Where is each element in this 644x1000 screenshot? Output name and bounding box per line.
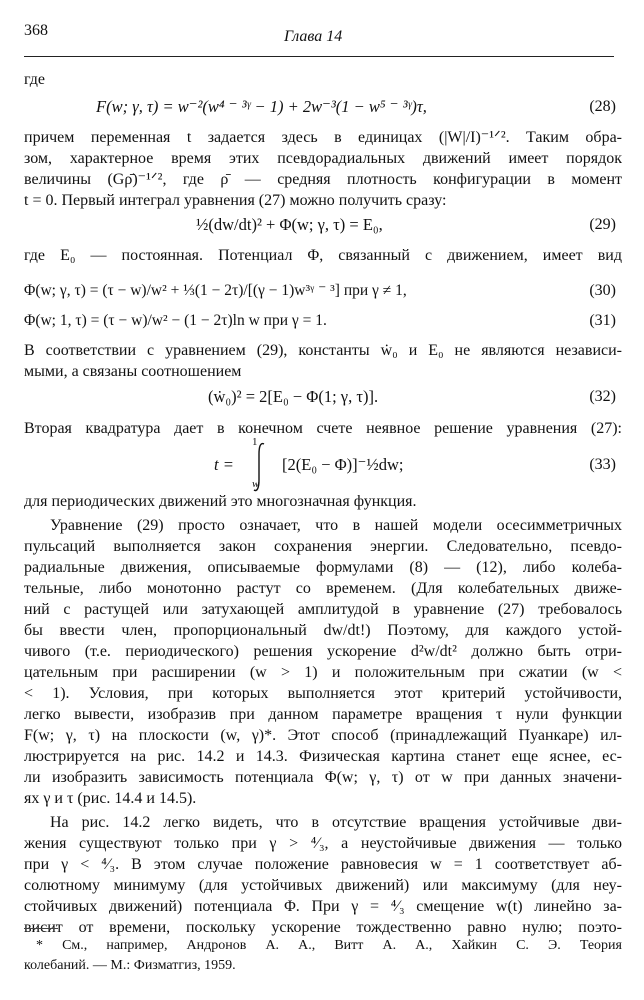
page-number: 368	[24, 22, 48, 39]
text-line: для периодических движений это многозначная функция.	[24, 493, 417, 510]
text-line: цательным при расширении (w > 1) и положительным при сжатии (w <	[24, 664, 622, 681]
text-line: чивого (т.е. периодического) решения ускорение d²w/dt² должно быть отри-	[24, 643, 622, 660]
text-line: ний с растущей или затухающей амплитудой в уравнение (27) требовалось	[24, 601, 622, 618]
text-line: ли изобразить зависимость потенциала Φ(w; γ, τ) от w при данных значени-	[24, 769, 622, 786]
header-rule	[24, 56, 614, 57]
text-line: На рис. 14.2 легко видеть, что в отсутствие вращения устойчивые дви-	[50, 814, 622, 831]
equation-31: Φ(w; 1, τ) = (τ − w)/w² − (1 − 2τ)ln w при γ = 1.	[24, 312, 327, 329]
equation-number: (28)	[589, 98, 616, 115]
equation-28: F(w; γ, τ) = w⁻²(w⁴ ⁻ ³ᵞ − 1) + 2w⁻³(1 − w⁵ ⁻ ³ᵞ)τ,	[96, 97, 427, 116]
text-line: где	[24, 71, 46, 88]
footnote-line: колебаний. — М.: Физматгиз, 1959.	[24, 958, 236, 973]
equation-number: (32)	[589, 388, 616, 405]
text-line: t = 0. Первый интеграл уравнения (27) можно получить сразу:	[24, 192, 447, 209]
text-line: жения существуют только при γ > ⁴⁄₃, а неустойчивые движения — только	[24, 835, 622, 852]
text-line: В соответствии с уравнением (29), константы ẇ₀ и E₀ не являются независи-	[24, 342, 622, 359]
text-line: F(w; γ, τ) на плоскости (w, γ)*. Этот способ (принадлежащий Пуанкаре) ил-	[24, 727, 622, 744]
text-line: Вторая квадратура дает в конечном счете неявное решение уравнения (27):	[24, 420, 622, 437]
integral-lower-limit: w	[252, 478, 260, 490]
text-line: солютному минимуму (для устойчивых движений) или максимуму (для неу-	[24, 877, 622, 894]
text-line: стойчивых движений) потенциала Φ. При γ = ⁴⁄₃ смещение w(t) линейно за-	[24, 898, 622, 915]
text-line: Уравнение (29) просто означает, что в нашей модели осесимметричных	[50, 517, 622, 534]
equation-number: (29)	[589, 216, 616, 233]
text-line: зом, характерное время этих псевдорадиальных движений имеет порядок	[24, 150, 622, 167]
text-line: радиальные движения, описываемые формулами (8) — (12), либо колеба-	[24, 559, 622, 576]
equation-29: ½(dw/dt)² + Φ(w; γ, τ) = E₀,	[196, 215, 383, 234]
equation-number: (33)	[589, 456, 616, 473]
text-line: висит от времени, поскольку ускорение тождественно равно нулю; поэто-	[24, 919, 622, 936]
equation-33-rhs: [2(E₀ − Φ)]⁻½dw;	[282, 455, 404, 474]
text-line: < 1). Условия, при которых выполняется этот критерий устойчивости,	[24, 685, 622, 702]
text-line: при γ < ⁴⁄₃. В этом случае положение равновесия w = 1 соответствует аб-	[24, 856, 622, 873]
running-head: Глава 14	[284, 28, 343, 45]
text-line: где E₀ — постоянная. Потенциал Φ, связанный с движением, имеет вид	[24, 247, 622, 264]
text-line: ях γ и τ (рис. 14.4 и 14.5).	[24, 790, 197, 807]
text-line: величины (Gρ̄)⁻¹ᐟ², где ρ̄ — средняя плотность конфигурации в момент	[24, 171, 622, 188]
equation-30: Φ(w; γ, τ) = (τ − w)/w² + ⅓(1 − 2τ)/[(γ − 1)w³ᵞ ⁻ ³] при γ ≠ 1,	[24, 282, 407, 299]
footnote-rule	[24, 928, 58, 929]
equation-33-lhs: t =	[214, 455, 234, 474]
text-line: тельные, либо монотонно растут со временем. (Для колебательных движе-	[24, 580, 622, 597]
equation-number: (31)	[589, 312, 616, 329]
text-line: люстрируется на рис. 14.2 и 14.3. Физическая картина станет еще яснее, ес-	[24, 748, 622, 765]
equation-32: (ẇ₀)² = 2[E₀ − Φ(1; γ, τ)].	[208, 387, 379, 406]
text-line: мыми, а связаны соотношением	[24, 363, 242, 380]
integral-upper-limit: 1	[252, 436, 258, 448]
text-line: легко вывести, изобразив при данном параметре вращения τ нули функции	[24, 706, 622, 723]
footnote-line: * См., например, Андронов А. А., Витт А. А., Хайкин С. Э. Теория	[36, 938, 622, 953]
text-line: бы ввести член, пропорциональный dw/dt!) Поэтому, для каждого устой-	[24, 622, 622, 639]
text-line: пульсаций выполняется закон сохранения энергии. Следовательно, псевдо-	[24, 538, 622, 555]
equation-number: (30)	[589, 282, 616, 299]
text-line: причем переменная t задается здесь в единицах (|W|/I)⁻¹ᐟ². Таким обра-	[24, 129, 622, 146]
